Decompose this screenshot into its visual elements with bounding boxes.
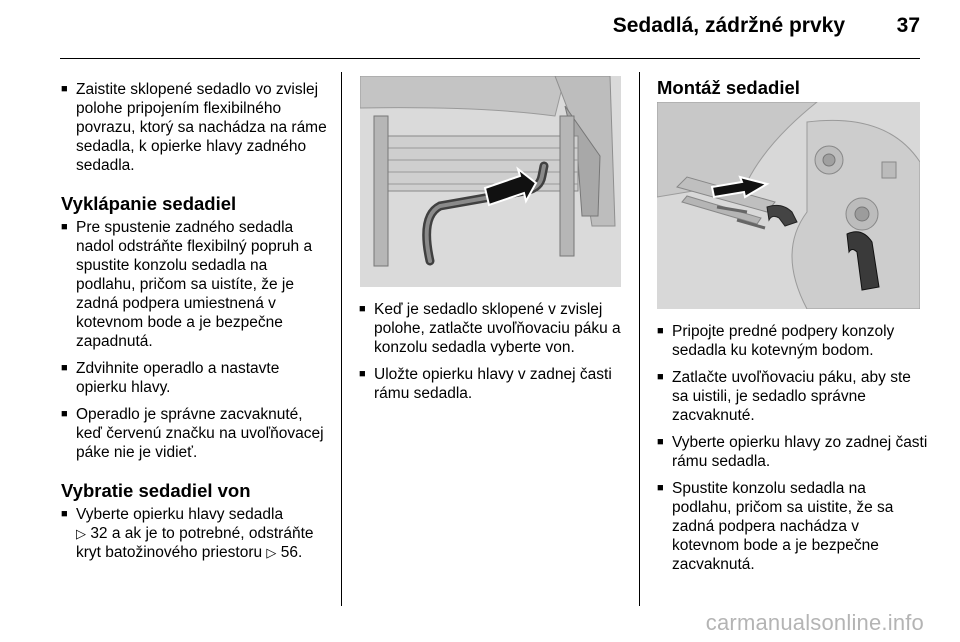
square-bullet-icon: ■ xyxy=(359,303,366,315)
square-bullet-icon: ■ xyxy=(61,408,68,420)
seat-frame-illustration xyxy=(360,76,621,287)
square-bullet-icon: ■ xyxy=(61,221,68,233)
section-heading-tilting: Vyklápanie sedadiel xyxy=(61,193,237,214)
reference-arrow-icon: ▷ xyxy=(76,526,86,541)
page-reference-link[interactable]: 56. xyxy=(280,544,303,561)
column-2 xyxy=(359,300,627,411)
square-bullet-icon: ■ xyxy=(657,325,664,337)
list-item: ■ Spustite konzolu sedadla na podlahu, pričom sa uistite, že sa zadná podpera nachádza v kotevnom bode a je bezpečne zacvaknutá. xyxy=(657,480,894,573)
list-item: ■ Vyberte opierku hlavy sedadla ▷ 32 a ak je to potrebné, odstráňte kryt batožinového priestoru ▷ 56. xyxy=(61,506,314,561)
list-item: ■ Zatlačte uvoľňovaciu páku, aby ste sa uistili, je sedadlo správne zacvaknuté. xyxy=(657,369,911,424)
list-item: ■ Pre spustenie zadného sedadla nadol odstráňte flexibilný popruh a spustite konzolu sedadla na podlahu, pričom sa uistíte, že je zadná podpera umiestnená v kotevnom bode a je bezpečne zapadnutá. xyxy=(61,219,313,350)
anchor-points-illustration xyxy=(657,102,920,309)
section-heading-installation: Montáž sedadiel xyxy=(657,77,800,98)
header-divider xyxy=(60,58,920,59)
column-1 xyxy=(61,80,329,570)
square-bullet-icon: ■ xyxy=(61,508,68,520)
figure-anchor-points xyxy=(657,102,920,309)
list-item: ■ Operadlo je správne zacvaknuté, keď červenú značku na uvoľňovacej páke nie je vidieť. xyxy=(61,406,324,461)
page-reference-link[interactable]: 32 xyxy=(90,525,108,542)
column-3-heading-block xyxy=(657,77,927,102)
square-bullet-icon: ■ xyxy=(657,436,664,448)
column-divider-1 xyxy=(341,72,342,606)
square-bullet-icon: ■ xyxy=(61,83,68,95)
square-bullet-icon: ■ xyxy=(359,368,366,380)
column-divider-2 xyxy=(639,72,640,606)
square-bullet-icon: ■ xyxy=(657,482,664,494)
list-item: ■ Pripojte predné podpery konzoly sedadla ku kotevným bodom. xyxy=(657,323,895,359)
figure-seat-release-lever xyxy=(360,76,621,287)
list-item: ■ Uložte opierku hlavy v zadnej časti rámu sedadla. xyxy=(359,366,612,402)
column-3 xyxy=(657,322,929,582)
square-bullet-icon: ■ xyxy=(657,371,664,383)
list-item: ■ Keď je sedadlo sklopené v zvislej polohe, zatlačte uvoľňovaciu páku a konzolu sedadla vyberte von. xyxy=(359,301,621,356)
list-item: ■ Vyberte opierku hlavy zo zadnej časti rámu sedadla. xyxy=(657,434,928,470)
square-bullet-icon: ■ xyxy=(61,362,68,374)
list-item: ■ Zaistite sklopené sedadlo vo zvislej polohe pripojením flexibilného povrazu, ktorý sa nachádza na ráme sedadla, k opierke hlavy zadného sedadla. xyxy=(61,81,327,174)
list-item: ■ Zdvihnite operadlo a nastavte opierku hlavy. xyxy=(61,360,280,396)
reference-arrow-icon: ▷ xyxy=(266,545,277,560)
watermark-text: carmanualsonline.info xyxy=(705,610,924,635)
page-title: Sedadlá, zádržné prvky xyxy=(612,14,845,37)
page-number: 37 xyxy=(896,14,920,37)
section-heading-removal: Vybratie sedadiel von xyxy=(61,480,251,501)
